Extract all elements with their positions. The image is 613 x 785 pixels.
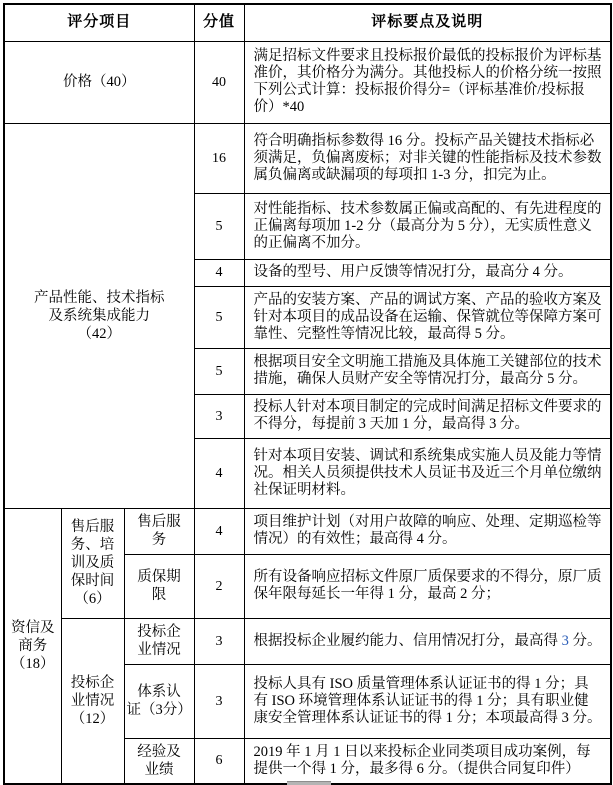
certification-label: 体系认 证（3分） — [124, 664, 194, 738]
price-score: 40 — [194, 41, 244, 123]
product-score-1: 16 — [194, 123, 244, 193]
warranty-desc: 所有设备响应招标文件原厂质保要求的不得分，原厂质保年限每延长一年得 1 分，最高 2 分； — [244, 554, 611, 618]
aftersales-service-score: 4 — [194, 508, 244, 554]
enterprise-status-label: 投标企 业情况 — [124, 618, 194, 664]
desc-highlight-number: 3 — [561, 632, 569, 649]
row-product-1 — [4, 123, 611, 193]
warranty-score: 2 — [194, 554, 244, 618]
product-desc-4: 产品的安装方案、产品的调试方案、产品的验收方案及针对本项目的成品设备在运输、保管就位等保障方案可靠性、完整性等情况比较，最高得 5 分。 — [244, 286, 611, 348]
product-score-7: 4 — [194, 438, 244, 508]
product-score-5: 5 — [194, 348, 244, 394]
desc-text-part: 根据投标企业履约能力、信用情况打分，最高得 — [253, 632, 562, 649]
credit-group-label: 资信及 商务 （18） — [4, 508, 61, 784]
price-item-label: 价格（40） — [4, 41, 194, 123]
header-item: 评分项目 — [4, 4, 194, 41]
table-resize-handle[interactable] — [287, 781, 331, 785]
certification-desc: 投标人具有 ISO 质量管理体系认证证书的得 1 分；具有 ISO 环境管理体系认证证书的得 1 分；具有职业健康安全管理体系认证证书的得 1 分；本项最高得 3 分。 — [244, 664, 611, 738]
row-price — [4, 41, 611, 123]
enterprise-status-desc — [244, 618, 611, 664]
desc-text-part: 分。 — [568, 632, 602, 649]
product-group-label: 产品性能、技术指标 及系统集成能力 （42） — [4, 123, 194, 508]
header-row — [4, 4, 611, 41]
enterprise-status-score: 3 — [194, 618, 244, 664]
aftersales-group-label: 售后服 务、培 训及质 保时间 （6） — [61, 508, 124, 618]
certification-score: 3 — [194, 664, 244, 738]
product-desc-7: 针对本项目安装、调试和系统集成实施人员及能力等情况。相关人员须提供技术人员证书及近三个月单位缴纳社保证明材料。 — [244, 438, 611, 508]
product-desc-6: 投标人针对本项目制定的完成时间满足招标文件要求的不得分，每提前 3 天加 1 分，最高得 3 分。 — [244, 394, 611, 438]
experience-score: 6 — [194, 738, 244, 784]
product-score-6: 3 — [194, 394, 244, 438]
product-desc-2: 对性能指标、技术参数属正偏或高配的、有先进程度的正偏离每项加 1-2 分（最高分为 5 分），无实质性意义的正偏离不加分。 — [244, 193, 611, 259]
experience-label: 经验及 业绩 — [124, 738, 194, 784]
product-score-4: 5 — [194, 286, 244, 348]
product-score-2: 5 — [194, 193, 244, 259]
header-score: 分值 — [194, 4, 244, 41]
product-desc-5: 根据项目安全文明施工措施及具体施工关键部位的技术措施，确保人员财产安全等情况打分，最高分 5 分。 — [244, 348, 611, 394]
warranty-label: 质保期 限 — [124, 554, 194, 618]
enterprise-group-label: 投标企 业情况 （12） — [61, 618, 124, 784]
aftersales-service-label: 售后服 务 — [124, 508, 194, 554]
price-desc: 满足招标文件要求且投标报价最低的投标报价为评标基准价，其价格分为满分。其他投标人的价格分统一按照下列公式计算：投标报价得分=（评标基准价/投标报价）*40 — [244, 41, 611, 123]
header-desc: 评标要点及说明 — [244, 4, 611, 41]
product-score-3: 4 — [194, 259, 244, 286]
product-desc-1: 符合明确指标参数得 16 分。投标产品关键技术指标必须满足，负偏离废标；对非关键的性能指标及技术参数属负偏离或缺漏项的每项扣 1-3 分，扣完为止。 — [244, 123, 611, 193]
row-aftersales-service — [4, 508, 611, 554]
aftersales-service-desc: 项目维护计划（对用户故障的响应、处理、定期巡检等情况）的有效性；最高得 4 分。 — [244, 508, 611, 554]
evaluation-criteria-table — [3, 3, 612, 785]
product-desc-3: 设备的型号、用户反馈等情况打分，最高分 4 分。 — [244, 259, 611, 286]
row-enterprise-status — [4, 618, 611, 664]
experience-desc: 2019 年 1 月 1 日以来投标企业同类项目成功案例，每提供一个得 1 分，最多得 6 分。（提供合同复印件） — [244, 738, 611, 784]
